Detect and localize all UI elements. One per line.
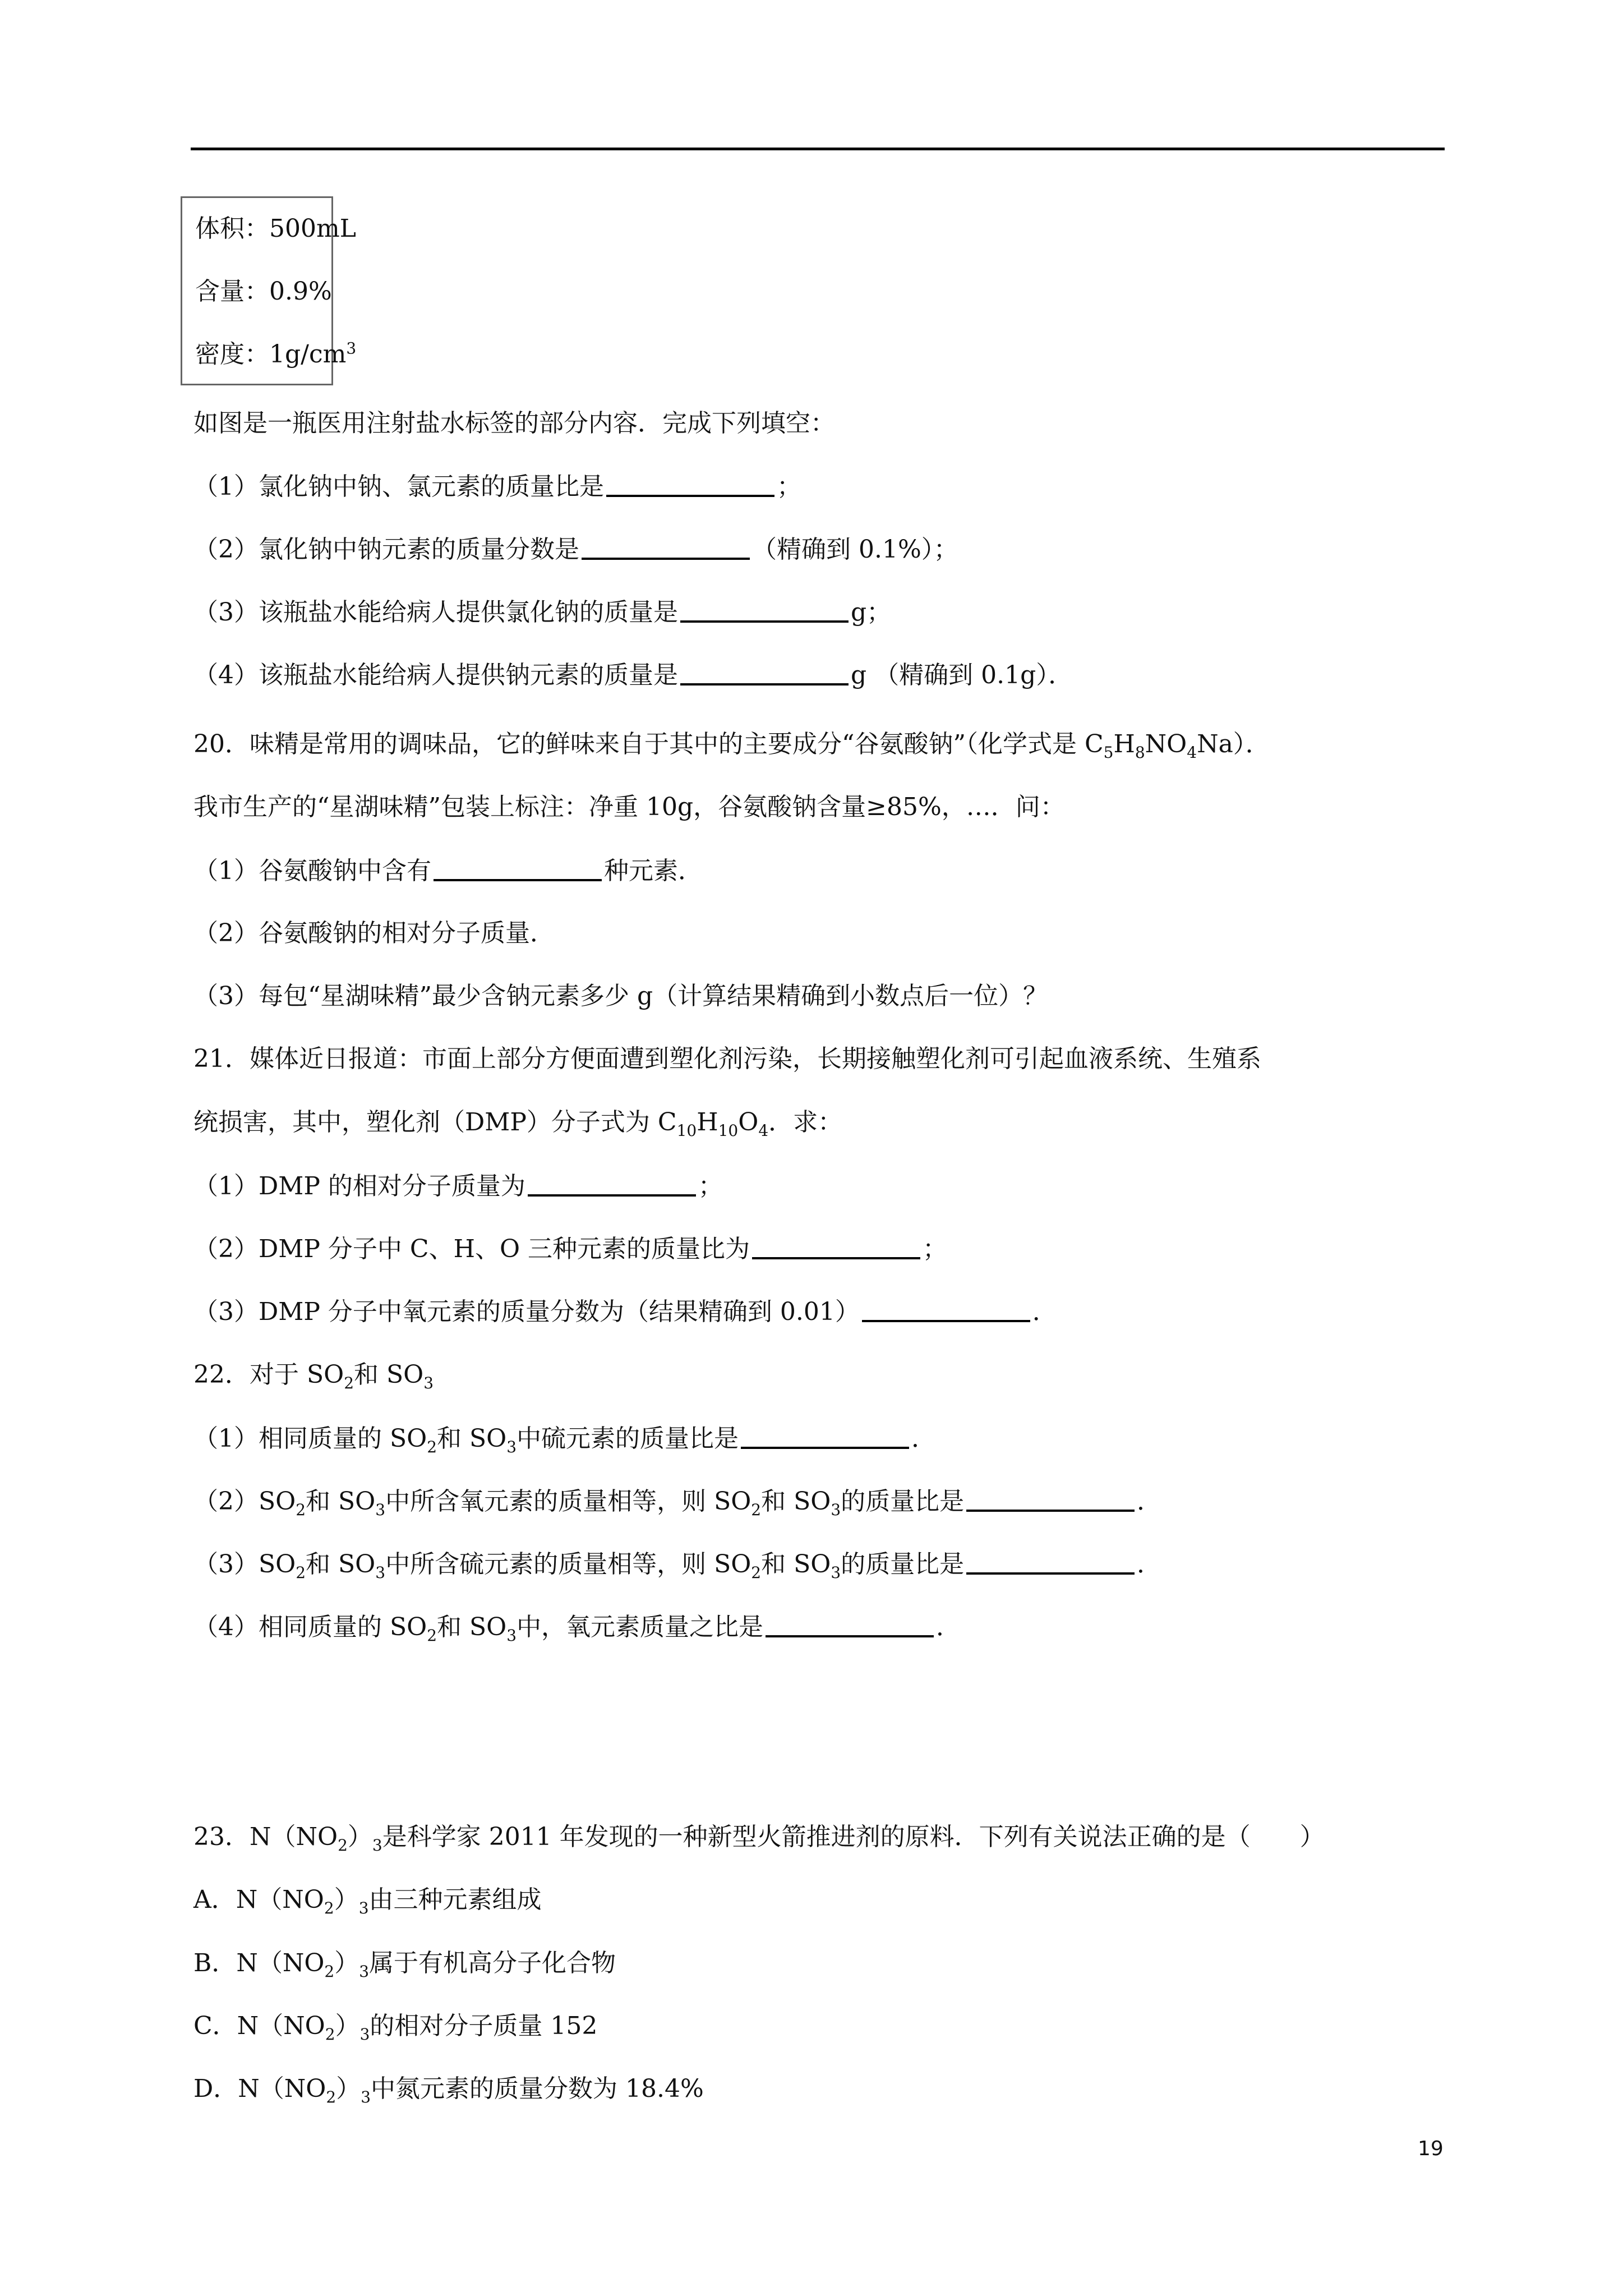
q23-option-c[interactable]: C．$N(NO_2)_3$的相对分子质量 152: [193, 2012, 598, 2044]
answer-blank[interactable]: [966, 1484, 1135, 1512]
q21-part2: （2）DMP 分子中 C、H、O 三种元素的质量比为 ；: [193, 1231, 947, 1265]
q20-stem-line1: 20．味精是常用的调味品，它的鲜味来自于其中的主要成分“谷氨酸钠”（化学式是 $C_5H_8NO_4Na$）．: [193, 730, 1270, 762]
label-volume: 体积：500mL: [195, 214, 356, 243]
answer-blank[interactable]: [528, 1168, 696, 1197]
header-rule: [191, 148, 1445, 150]
answer-blank[interactable]: [680, 657, 849, 685]
q21-stem-line1: 21．媒体近日报道：市面上部分方便面遭到塑化剂污染，长期接触塑化剂可引起血液系统、生殖系: [193, 1045, 1261, 1073]
q22-stem: 22．对于 $SO_2$和 $SO_3$: [193, 1360, 434, 1392]
answer-blank[interactable]: [434, 853, 602, 881]
q23-option-a[interactable]: A．$N(NO_2)_3$由三种元素组成: [193, 1885, 542, 1917]
q22-part1: （1）相同质量的 $SO_2$和 $SO_3$中硫元素的质量比是 ．: [193, 1421, 936, 1455]
q22-part4: （4）相同质量的 $SO_2$和 $SO_3$中，氧元素质量之比是 ．: [193, 1609, 961, 1643]
q19-part4: （4）该瓶盐水能给病人提供钠元素的质量是 g （精确到 0.1g）．: [193, 657, 1073, 691]
q19-part1: （1）氯化钠中钠、氯元素的质量比是 ；: [193, 469, 801, 503]
q20-part2: （2）谷氨酸钠的相对分子质量．: [193, 919, 555, 947]
q23-stem: 23．$N(NO_2)_3$是科学家 2011 年发现的一种新型火箭推进剂的原料．下列有关说法正确的是（ ）: [193, 1823, 1325, 1855]
q20-part3: （3）每包“星湖味精”最少含钠元素多少 g（计算结果精确到小数点后一位）？: [193, 982, 1048, 1010]
label-content: 含量：0.9%: [195, 277, 332, 306]
q21-part1: （1）DMP 的相对分子质量为 ；: [193, 1168, 723, 1202]
q22-part2: $(2)SO_2$和 $SO_3$中所含氧元素的质量相等，则 $SO_2$和 $SO_3$的质量比是 ．: [193, 1484, 1161, 1517]
q19-part2: （2）氯化钠中钠元素的质量分数是 （精确到 0.1%）；: [193, 532, 958, 565]
label-density: 密度：$1g/cm^3$: [195, 339, 357, 369]
q19-intro: 如图是一瓶医用注射盐水标签的部分内容．完成下列填空：: [193, 409, 835, 438]
page-number: 19: [1418, 2137, 1444, 2160]
q20-part1: （1）谷氨酸钠中含有 种元素．: [193, 853, 703, 887]
q20-stem-line2: 我市生产的“星湖味精”包装上标注：净重 10g，谷氨酸钠含量≥85%，…．问：: [193, 793, 1065, 821]
answer-blank[interactable]: [966, 1547, 1135, 1575]
answer-blank[interactable]: [741, 1421, 909, 1449]
answer-blank[interactable]: [766, 1609, 934, 1637]
q23-option-b[interactable]: B．$N(NO_2)_3$属于有机高分子化合物: [193, 1949, 616, 1981]
q21-stem-line2: 统损害，其中，塑化剂（DMP）分子式为 $C_{10}H_{10}O_4$．求：: [193, 1108, 843, 1140]
answer-blank[interactable]: [582, 532, 750, 560]
answer-blank[interactable]: [606, 469, 774, 497]
answer-blank[interactable]: [680, 595, 849, 623]
answer-blank[interactable]: [752, 1231, 920, 1259]
q23-option-d[interactable]: D．$N(NO_2)_3$中氮元素的质量分数为 18.4%: [193, 2074, 704, 2106]
q22-part3: $(3)SO_2$和 $SO_3$中所含硫元素的质量相等，则 $SO_2$和 $SO_3$的质量比是 ．: [193, 1547, 1161, 1580]
q19-part3: （3）该瓶盐水能给病人提供氯化钠的质量是 g；: [193, 595, 891, 628]
q21-part3: （3）DMP 分子中氧元素的质量分数为（结果精确到 0.01） ．: [193, 1294, 1057, 1328]
answer-blank[interactable]: [862, 1294, 1030, 1322]
